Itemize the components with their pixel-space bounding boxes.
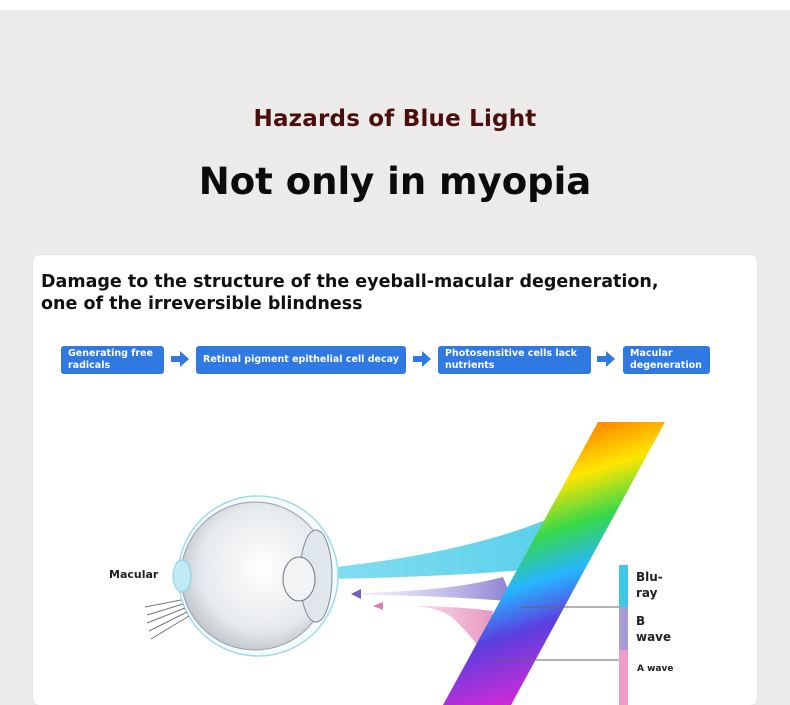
flow-step-label: Photosensitive cells lack nutrients: [445, 348, 577, 371]
a-wave-arrowhead: [373, 602, 383, 610]
info-card: [33, 255, 757, 705]
top-band: [0, 0, 790, 10]
section-headline: Not only in myopia: [198, 160, 592, 203]
flow-step-label: Macular degeneration: [630, 348, 702, 371]
blu-ray-legend-bar: [619, 565, 628, 607]
section-subtitle: Hazards of Blue Light: [253, 106, 537, 132]
card-title: Damage to the structure of the eyeball-macular degeneration, one of the irreversible blindness: [41, 272, 659, 314]
b-wave-legend-bar: [619, 607, 628, 650]
b-wave-beam: [363, 577, 513, 601]
b-wave-label: B wave: [636, 614, 672, 644]
macular-label: Macular: [109, 568, 159, 581]
b-wave-arrowhead: [351, 589, 361, 599]
blu-ray-label: Blu-ray: [636, 570, 663, 600]
a-wave-legend-bar: [619, 650, 628, 705]
flow-step-label: Retinal pigment epithelial cell decay: [203, 354, 399, 365]
a-wave-label: A wave: [637, 664, 674, 674]
macula-highlight: [173, 560, 191, 592]
lens: [283, 557, 315, 601]
optic-nerve: [145, 600, 189, 639]
flow-step-label: Generating free radicals: [68, 348, 153, 371]
